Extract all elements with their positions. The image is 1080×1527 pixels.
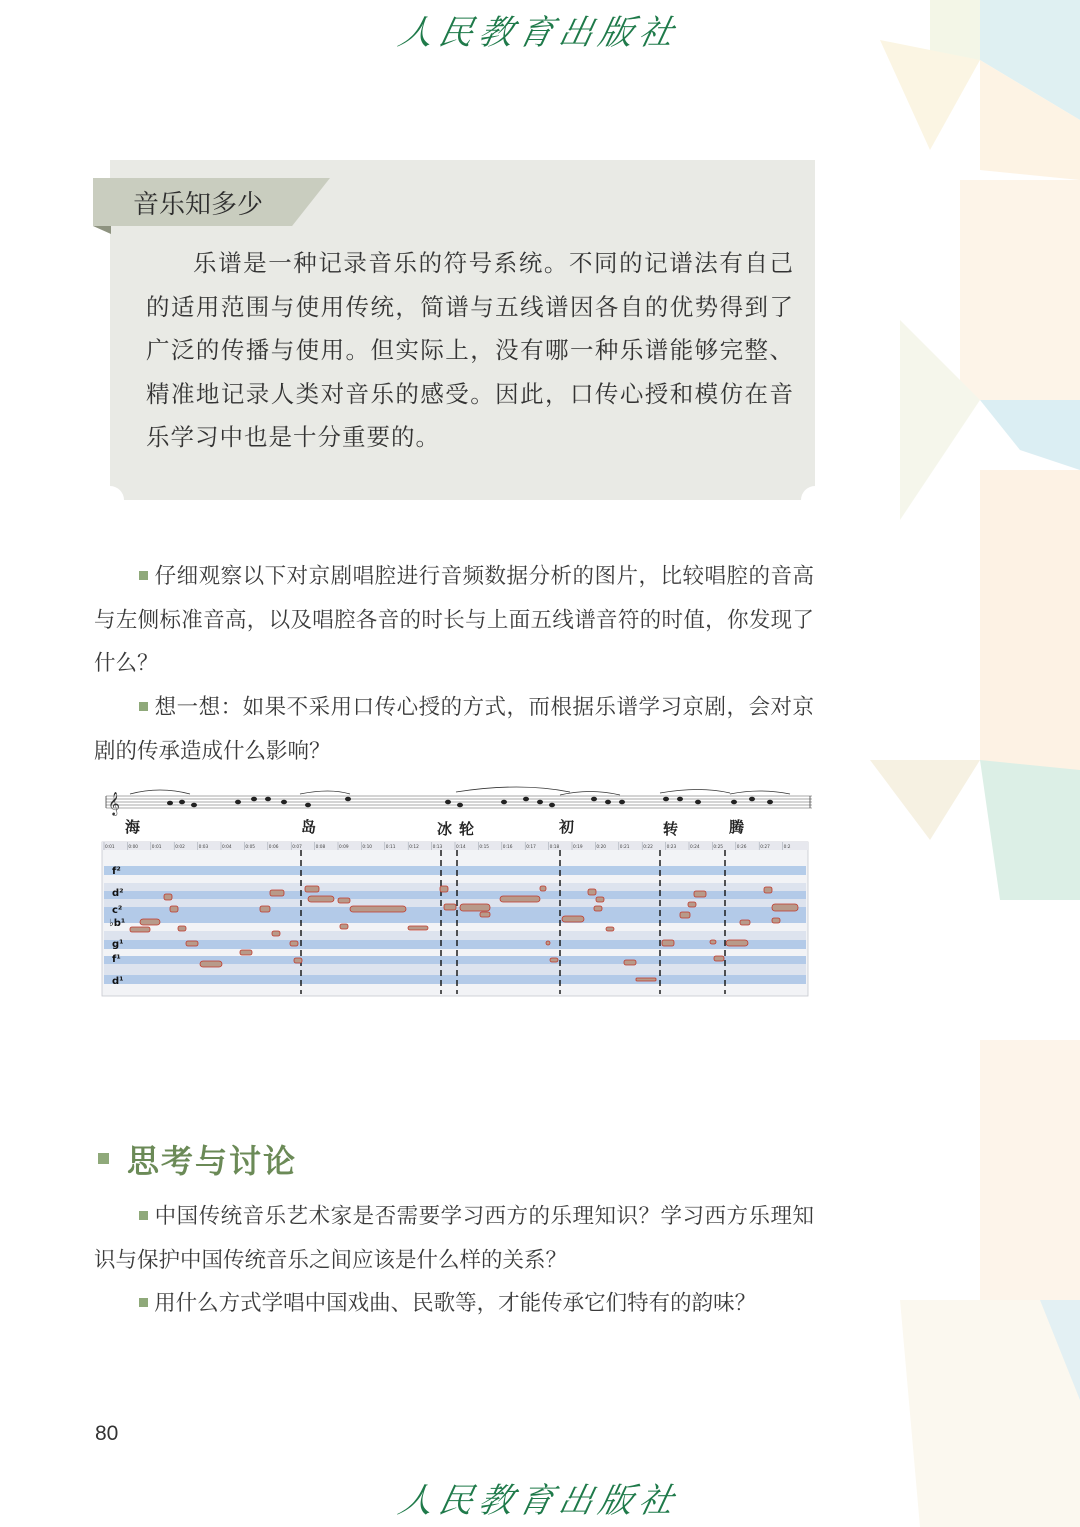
question-paragraph — [94, 686, 814, 773]
time-tick-label: 0:05 — [245, 845, 256, 850]
discussion-paragraph — [94, 1282, 814, 1326]
treble-clef-icon: 𝄞 — [108, 791, 120, 815]
lyric-text: 海 — [125, 818, 141, 836]
time-tick-label: 0:11 — [385, 845, 396, 850]
pitch-analysis-figure — [100, 786, 812, 998]
question-text: 想一想：如果不采用口传心授的方式，而根据乐谱学习京剧，会对京剧的传承造成什么影响？ — [94, 695, 814, 764]
question-paragraph — [94, 555, 814, 686]
time-tick-label: 0:18 — [549, 845, 560, 850]
lyric-text: 腾 — [729, 818, 745, 836]
time-tick-label: 0:04 — [222, 845, 232, 850]
lyric-text: 岛 — [301, 818, 317, 836]
time-tick-label: 0:20 — [596, 845, 607, 850]
pitch-label: d² — [112, 888, 124, 899]
publisher-logo-bottom: 人民教育出版社 — [395, 1480, 684, 1521]
time-tick-label: 0:22 — [643, 845, 653, 850]
time-tick-label: 0:03 — [198, 845, 209, 850]
pitch-label: ♭b¹ — [109, 918, 126, 929]
time-tick-label: 0:09 — [339, 845, 349, 850]
lyric-text: 转 — [663, 820, 679, 838]
time-tick-label: 0:10 — [362, 845, 373, 850]
lyric-text: 冰 — [437, 820, 453, 838]
time-tick-label: 0:2 — [783, 845, 791, 850]
info-box-body: 乐谱是一种记录音乐的符号系统。不同的记谱法有自己的适用范围与使用传统，简谱与五线谱因各自的优势得到了广泛的传播与使用。但实际上，没有哪一种乐谱能够完整、精准地记录人类对音乐的感受。因此，口传心授和模仿在音乐学习中也是十分重要的。 — [146, 249, 794, 451]
info-box-tab-fold — [93, 226, 111, 234]
question-text: 仔细观察以下对京剧唱腔进行音频数据分析的图片，比较唱腔的音高与左侧标准音高，以及唱腔各音的时长与上面五线谱音符的时值，你发现了什么？ — [94, 564, 814, 676]
lyric-text: 轮 — [459, 820, 475, 838]
publisher-logo-top: 人民教育出版社 — [395, 12, 684, 53]
time-tick-label: 0:12 — [409, 845, 419, 850]
time-tick-label: 0:16 — [502, 845, 513, 850]
time-tick-label: 0:24 — [690, 845, 700, 850]
section-marker-icon — [98, 1153, 109, 1164]
bullet-icon — [139, 1211, 148, 1220]
time-tick-label: 0:25 — [713, 845, 724, 850]
time-tick-label: 0:01 — [151, 845, 162, 850]
info-box-corner — [96, 486, 124, 514]
time-tick-label: 0:07 — [292, 845, 302, 850]
time-tick-label: 0:14 — [456, 845, 466, 850]
bullet-icon — [139, 702, 148, 711]
section-heading: 思考与讨论 — [127, 1142, 298, 1180]
pitch-label: f¹ — [112, 954, 121, 965]
time-tick-label: 0:13 — [432, 845, 443, 850]
lyric-text: 初 — [559, 818, 575, 836]
info-box-title: 音乐知多少 — [133, 190, 264, 220]
bullet-icon — [139, 571, 148, 580]
bullet-icon — [139, 1298, 148, 1307]
time-tick-label: 0:27 — [760, 845, 770, 850]
time-tick-label: 0:06 — [268, 845, 279, 850]
pitch-label: f² — [112, 866, 121, 877]
discussion-text: 用什么方式学唱中国戏曲、民歌等，才能传承它们特有的韵味？ — [154, 1291, 757, 1316]
time-tick-label: 0:17 — [526, 845, 536, 850]
discussion-paragraph — [94, 1195, 814, 1282]
time-tick-label: 0:01 — [105, 845, 115, 850]
pitch-label: c² — [112, 905, 123, 916]
discussion-text: 中国传统音乐艺术家是否需要学习西方的乐理知识？学习西方乐理知识与保护中国传统音乐之间应该是什么样的关系？ — [94, 1204, 814, 1273]
info-box-corner — [801, 486, 829, 514]
time-tick-label: 0:23 — [666, 845, 677, 850]
pitch-label: g¹ — [112, 939, 124, 950]
time-tick-label: 0:00 — [128, 845, 139, 850]
time-tick-label: 0:15 — [479, 845, 490, 850]
page-number: 80 — [95, 1422, 119, 1445]
time-tick-label: 0:19 — [573, 845, 583, 850]
pitch-label: d¹ — [112, 976, 124, 987]
time-tick-label: 0:21 — [619, 845, 630, 850]
time-tick-label: 0:26 — [736, 845, 747, 850]
time-tick-label: 0:08 — [315, 845, 326, 850]
time-tick-label: 0:02 — [175, 845, 185, 850]
